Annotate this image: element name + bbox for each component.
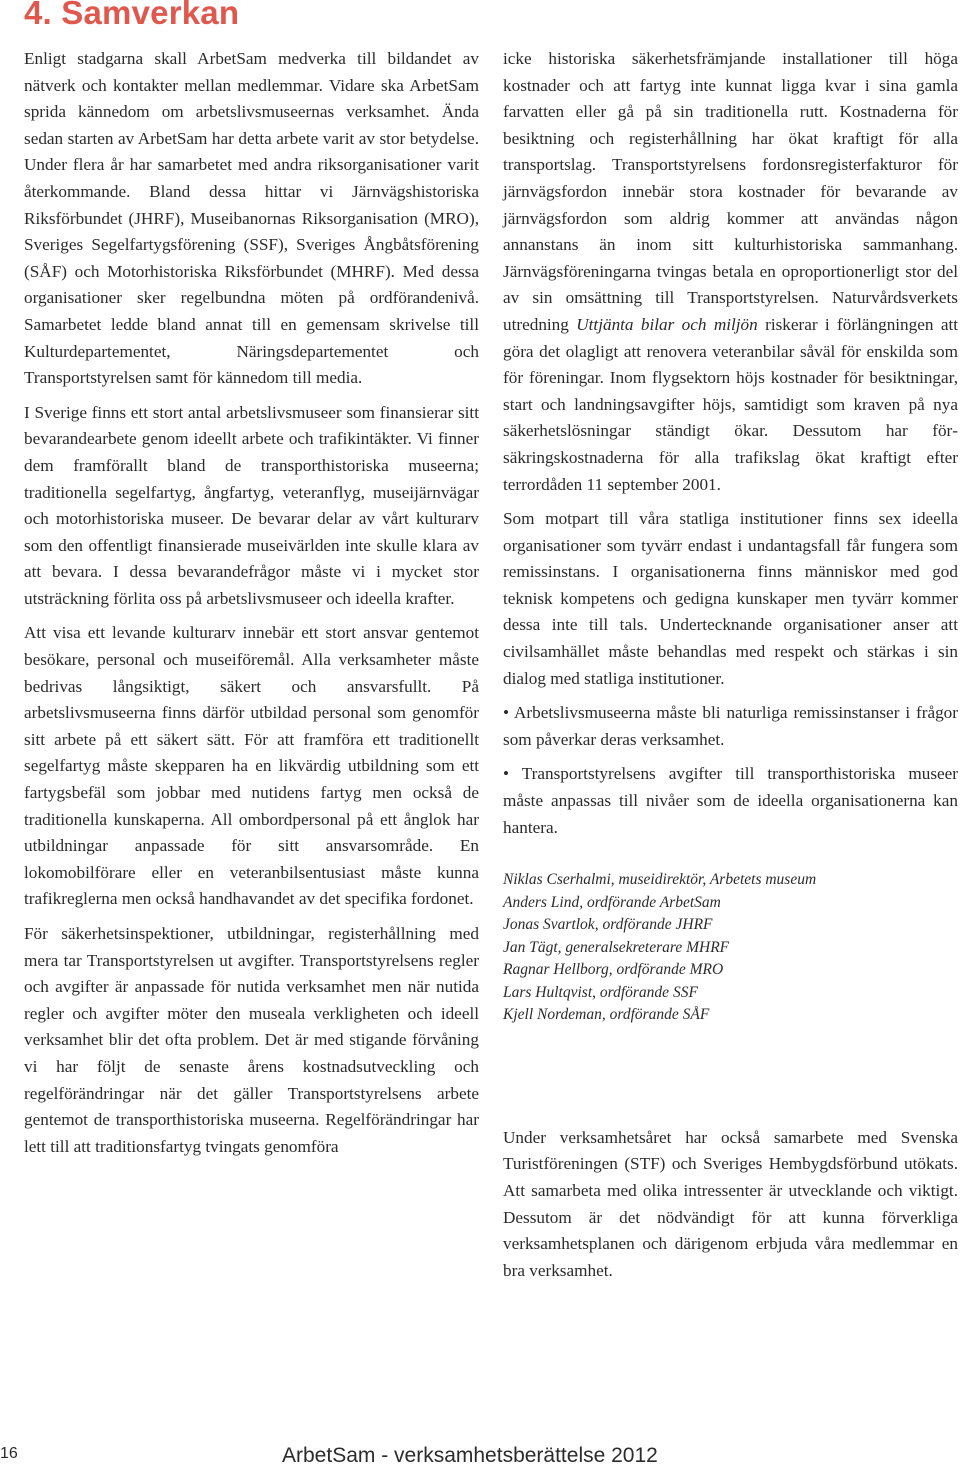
paragraph-costs-part1: icke historiska säkerhetsfrämjande installationer till höga kostnader och att fartyg inte kunnat ligga kvar i sina gamla farvatten eller gå på sin traditionella rutt. Kostnaderna för besiktning och registerhållning har ökat kraftigt för alla transportslag. Transportstyrelsens fordonsregisterfakturor för järnvägsfordon innebär stora kostnader för bevarande av järnvägsfordon som aldrig kommer att användas någon annanstans än inom sitt kulturhistoriska sammanhang. Järnvägsföreningarna tvingas betala en oproportionerligt stor del av sin omsättning till Transportstyrelsen. Naturvårdsverkets utredning bbox=[503, 49, 958, 334]
paragraph-museums-funding: I Sverige finns ett stort antal arbetslivsmuseer som finansierar sitt bevarandearbete genom ideellt arbete och trafikintäkter. Vi finner dem framförallt bland de transporthistoriska museerna; traditionella segelfartyg, ångfartyg, veteranflyg, museijärnvägar och motorhistoriska museer. De bevarar delar av vårt kulturarv som den offentligt finansierade museivärlden inte skulle klara av att bevara. I dessa bevarandefrågor måste vi i mycket stor utsträckning förlita oss på arbetslivsmuseer och ideella krafter. bbox=[24, 402, 479, 608]
signature-line: Ragnar Hellborg, ordförande MRO bbox=[503, 961, 724, 979]
bullet-item: • Arbetslivsmuseerna måste bli naturliga remissinstanser i frågor som påverkar deras verksamhet. bbox=[503, 703, 958, 749]
left-column bbox=[24, 46, 479, 1168]
signature-line: Jonas Svartlok, ordförande JHRF bbox=[503, 916, 713, 934]
paragraph-responsibility: Att visa ett levande kulturarv innebär ett stort ansvar gentemot besökare, personal och museiföremål. Alla verksamheter måste bedrivas långsiktigt, säkert och ansvarsfullt. På arbetslivsmuseerna finns därför utbildad personal som genomför sitt arbete på ett säkert sätt. För att framföra ett traditionellt segelfartyg måste skepparen ha en likvärdig utbildning som ett fartygsbefäl som jobbar med nutidens fartyg men också de traditionella kunskaperna. All ombordpersonal på ett ånglok har utbildningar anpassade för sitt ansvarsområde. En lokomobilförare eller en veteranbilsentusiast måste kunna trafikreglerna men också handhavandet av det specifika fordonet. bbox=[24, 623, 479, 909]
report-title: Uttjänta bilar och miljön bbox=[576, 314, 758, 334]
signature-line: Kjell Nordeman, ordförande SÅF bbox=[503, 1006, 710, 1024]
paragraph-other-cooperation: Under verksamhetsåret har också samarbete med Svenska Turistföreningen (STF) och Sveriges Hembygdsförbund utökats. Att samarbeta med olika intressenter är utvecklande och viktigt. Dessutom är det nödvändigt för att kunna förverkliga verksamhetsplanen och därigenom erbjuda våra medlemmar en bra verksamhet. bbox=[503, 1127, 958, 1280]
signature-list bbox=[503, 869, 958, 1027]
page-footer: ArbetSam - verksamhetsberättelse 2012 bbox=[282, 1444, 658, 1467]
right-column bbox=[503, 46, 958, 1292]
signature-line: Anders Lind, ordförande ArbetSam bbox=[503, 893, 721, 911]
signature-line: Niklas Cserhalmi, museidirektör, Arbetets museum bbox=[503, 871, 817, 889]
paragraph-costs-part2: riskerar i förlängningen att göra det olagligt att renovera veteranbilar såväl för enskilda som för föreningar. Inom flygsektorn höjs kostnader för besiktningar, start och landningsavgifter höjs, samtidigt som kraven på nya säkerhetslösningar ständigt ökar. Dessutom har försäkringskostnaderna för alla trafikslag ökat kraftigt efter terrordåden 11 september 2001. bbox=[503, 314, 958, 494]
page-number: 16 bbox=[0, 1445, 18, 1462]
signature-line: Lars Hultqvist, ordförande SSF bbox=[503, 983, 698, 1001]
signature-line: Jan Tägt, generalsekreterare MHRF bbox=[503, 938, 730, 956]
bullet-item: • Transportstyrelsens avgifter till transporthistoriska museer måste anpassas till nivåer som de ideella organisationerna kan hantera. bbox=[503, 764, 958, 837]
paragraph-transport-agency: För säkerhetsinspektioner, utbildningar, registerhållning med mera tar Transportstyrelsen ut avgifter. Transportstyrelsens regler och avgifter är anpassade för nutida verksamhet men när nutida regler och avgifter möter den museala verkligheten och ideell verksamhet blir det ofta problem. Det är med stigande förvåning vi har följt de senaste årens kostnadsutveckling och regelförändringar när det gäller Transportstyrelsens arbete gentemot de transporthistoriska museerna. Regelförändringar har lett till att traditionsfartyg tvingats genomföra bbox=[24, 924, 479, 1156]
section-heading: 4. Samverkan bbox=[24, 0, 240, 31]
paragraph-costs bbox=[503, 46, 958, 498]
paragraph-cooperation: Enligt stadgarna skall ArbetSam medverka till bildandet av nätverk och kontakter mellan medlemmar. Vidare ska ArbetSam sprida kännedom om arbetslivsmuseernas verksamhet. Ända sedan starten av ArbetSam har detta arbete varit av stor betydelse. Under flera år har samarbetet med andra riksorganisationer varit återkommande. Bland dessa hittar vi Järnvägshistoriska Riksförbundet (JHRF), Museibanornas Riksorganisation (MRO), Sveriges Segelfartygsförening (SSF), Sveriges Ångbåtsförening (SÅF) och Motorhistoriska Riksförbundet (MHRF). Med dessa organisationer sker regelbundna möten på ordförandenivå. Samarbetet ledde bland annat till en gemensam skrivelse till Kulturdepartementet, Näringsdepartementet och Transportstyrelsen samt för kännedom till media. bbox=[24, 49, 479, 388]
paragraph-counterparts: Som motpart till våra statliga institutioner finns sex ideella organisationer som tyvärr endast i undantagsfall får fungera som remissinstans. I organisationerna finns människor med god teknisk kompetens och gedigna kunskaper men tyvärr kommer dessa inte till tals. Undertecknande organisationer anser att civilsamhället måste behandlas med respekt och stärkas i sin dialog med statliga institutioner. bbox=[503, 509, 958, 688]
